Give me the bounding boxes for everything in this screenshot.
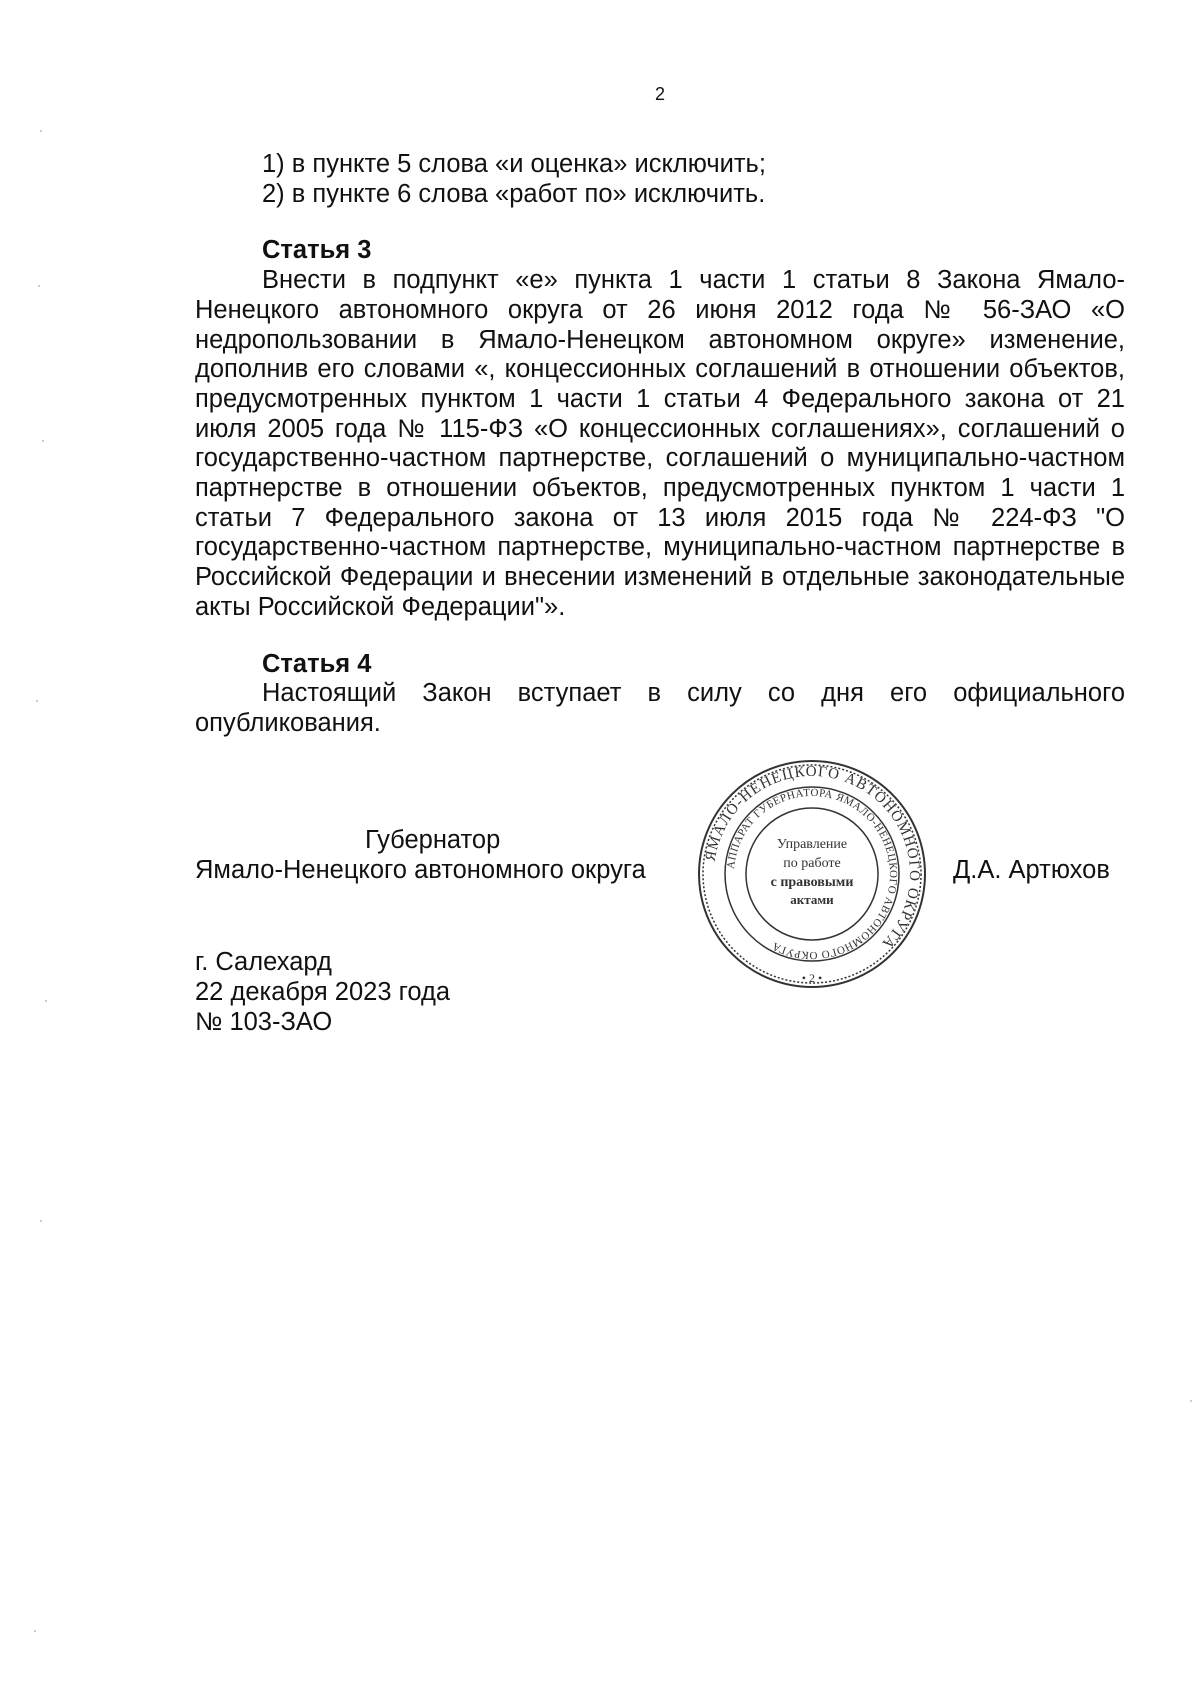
document-body [195, 150, 1125, 739]
official-seal-stamp [694, 756, 930, 992]
stamp-number: • 2 • [801, 971, 823, 985]
signatory-title-line-2: Ямало-Ненецкого автономного округа [195, 856, 646, 884]
scan-speck [45, 1000, 47, 1002]
scan-speck [38, 285, 40, 287]
signatory-title-line-1: Губернатор [365, 826, 501, 854]
stamp-inner-ring-text: АППАРАТ ГУБЕРНАТОРА ЯМАЛО-НЕНЕЦКОГО АВТОНОМНОГО ОКРУГА [725, 786, 900, 962]
scan-speck [36, 700, 38, 702]
stamp-center-line-3: с правовыми [770, 875, 854, 890]
scan-speck [34, 1630, 36, 1632]
amendment-list-item-1: 1) в пункте 5 слова «и оценка» исключить; [262, 150, 766, 178]
date: 22 декабря 2023 года [195, 978, 451, 1006]
scan-speck [42, 440, 44, 442]
article-3-heading: Статья 3 [262, 236, 372, 265]
article-4-text: Настоящий Закон вступает в силу со дня его официального опубликования. [195, 679, 1125, 737]
document-footer [195, 947, 450, 1037]
svg-text:АППАРАТ ГУБЕРНАТОРА ЯМАЛО-НЕНЕ [725, 787, 899, 961]
stamp-outer-ring-text: ЯМАЛО-НЕНЕЦКОГО АВТОНОМНОГО ОКРУГА [702, 763, 923, 952]
stamp-center-line-1: Управление [776, 837, 848, 852]
scan-speck [40, 1220, 42, 1222]
amendment-list-item-2: 2) в пункте 6 слова «работ по» исключить. [262, 179, 766, 208]
article-4-heading: Статья 4 [262, 649, 372, 678]
law-number: № 103-ЗАО [195, 1008, 333, 1036]
signatory-name: Д.А. Артюхов [953, 856, 1110, 884]
city: г. Салехард [195, 948, 332, 976]
stamp-center-line-4: актами [790, 892, 834, 907]
page-number: 2 [654, 84, 665, 104]
stamp-center-line-2: по работе [783, 856, 841, 871]
article-3-text: Внести в подпункт «е» пункта 1 части 1 статьи 8 Закона Ямало-Ненецкого автономного округа от 26 июня 2012 года № 56-ЗАО «О недропользовании в Ямало-Ненецком автономном округе» изменение, дополнив его словами «, концессионных соглашений в отношении объектов, предусмотренных пунктом 1 части 1 статьи 4 Федерального закона от 21 июля 2005 года № 115-ФЗ «О концессионных соглашениях», соглашений о государственно-частном партнерстве, соглашений о муниципально-частном партнерстве в отношении объектов, предусмотренных пунктом 1 части 1 статьи 7 Федерального закона от 13 июля 2015 года № 224-ФЗ "О государственно-частном партнерстве, муниципально-частном партнерстве в Российской Федерации и внесении изменений в отдельные законодательные акты Российской Федерации"». [195, 266, 1125, 621]
scan-speck [40, 130, 42, 132]
scan-speck [1190, 1400, 1192, 1402]
